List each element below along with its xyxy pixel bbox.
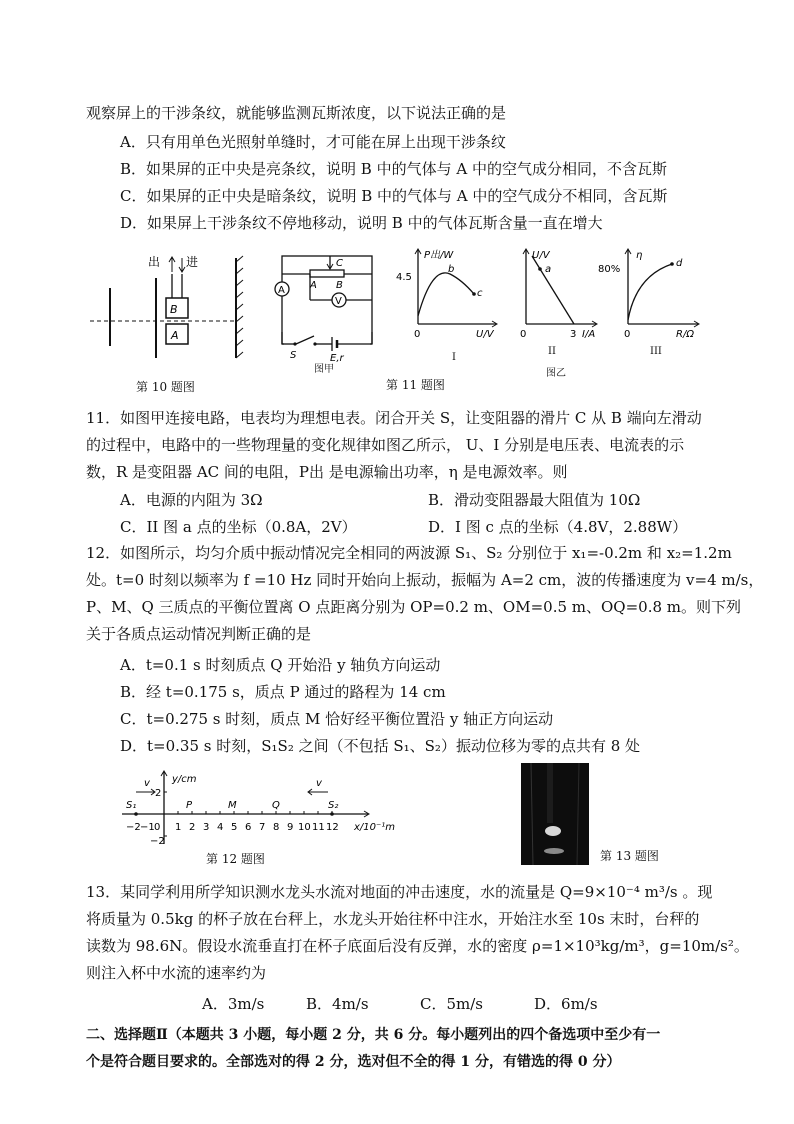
- q10-label-out: 出: [148, 255, 161, 269]
- q11-switch: S: [290, 350, 297, 361]
- q12-v-right: v: [316, 778, 322, 789]
- q10-option-b: B．如果屏的正中央是亮条纹，说明 B 中的气体与 A 中的空气成分相同，不含瓦斯: [120, 160, 667, 178]
- q11-label-b: B: [336, 280, 343, 291]
- q11-stem-2: 的过程中，电路中的一些物理量的变化规律如图乙所示， U、I 分别是电压表、电流表的示: [86, 436, 685, 454]
- q10-stem-end: 观察屏上的干涉条纹，就能够监测瓦斯浓度，以下说法正确的是: [86, 104, 507, 122]
- q10-option-d: D．如果屏上干涉条纹不停地移动，说明 B 中的气体瓦斯含量一直在增大: [120, 214, 603, 232]
- q12-tick-label: 2: [189, 822, 196, 833]
- q12-option-a: A．t=0.1 s 时刻质点 Q 开始沿 y 轴负方向运动: [120, 656, 441, 674]
- q12-s2: S₂: [328, 800, 339, 811]
- section2-line-2: 个是符合题目要求的。全部选对的得 2 分，选对但不全的得 1 分，有错选的得 0 分）: [86, 1054, 621, 1070]
- q12-tick-neg: 0: [154, 822, 161, 833]
- q12-m: M: [228, 800, 237, 811]
- q11-g3-ylabel: η: [636, 250, 643, 261]
- q11-option-d: D．I 图 c 点的坐标（4.8V，2.88W）: [428, 518, 688, 536]
- q12-q: Q: [272, 800, 280, 811]
- q11-g1-point-b: b: [448, 264, 455, 275]
- q13-option-b: B．4m/s: [306, 995, 369, 1013]
- q13-option-d: D．6m/s: [534, 995, 598, 1013]
- q13-fig-caption: 第 13 题图: [600, 849, 659, 863]
- q12-tick-label: 6: [245, 822, 252, 833]
- q12-tick-label: 11: [312, 822, 325, 833]
- q13-stem-4: 则注入杯中水流的速率约为: [86, 964, 267, 982]
- q11-circuit: [270, 244, 380, 364]
- q10-label-b: B: [170, 303, 178, 316]
- q12-tick-label: 9: [287, 822, 294, 833]
- q13-photo: [521, 763, 589, 865]
- q10-label-in: 进: [186, 255, 199, 269]
- q10-figure: [86, 248, 256, 368]
- q11-g2-roman: II: [548, 346, 556, 357]
- q11-g1-xlabel: U/V: [476, 329, 494, 340]
- q11-option-b: B．滑动变阻器最大阻值为 10Ω: [428, 491, 641, 509]
- q11-g3-roman: III: [650, 346, 662, 357]
- q12-ylabel: y/cm: [172, 774, 197, 785]
- q10-fig-caption: 第 10 题图: [136, 380, 195, 394]
- q12-tick-label: 12: [326, 822, 339, 833]
- q11-source: E,r: [330, 353, 344, 364]
- q12-tick-label: 1: [175, 822, 182, 833]
- section2-line-1: 二、选择题Ⅱ（本题共 3 小题，每小题 2 分，共 6 分。每小题列出的四个备选项中至少有一: [86, 1027, 661, 1043]
- q13-stem-2: 将质量为 0.5kg 的杯子放在台秤上，水龙头开始往杯中注水，开始注水至 10s 末时，台秤的: [86, 910, 700, 928]
- q11-label-c: C: [336, 258, 343, 269]
- q12-stem-4: 关于各质点运动情况判断正确的是: [86, 625, 312, 643]
- q11-graph-2: [512, 244, 602, 344]
- q11-jia-caption: 图甲: [314, 364, 334, 375]
- q12-option-b: B．经 t=0.175 s，质点 P 通过的路程为 14 cm: [120, 683, 446, 701]
- q13-option-c: C．5m/s: [420, 995, 483, 1013]
- q11-g3-ytick: 80%: [598, 264, 621, 275]
- q12-tick-neg: −2: [126, 822, 141, 833]
- q11-g1-origin: 0: [414, 329, 421, 340]
- q11-ammeter: A: [278, 285, 285, 296]
- q10-option-c: C．如果屏的正中央是暗条纹，说明 B 中的气体与 A 中的空气成分不相同，含瓦斯: [120, 187, 668, 205]
- q12-v-left: v: [144, 778, 150, 789]
- q12-y-top: 2: [155, 788, 162, 799]
- q11-stem-3: 数，R 是变阻器 AC 间的电阻，P出 是电源输出功率，η 是电源效率。则: [86, 463, 568, 481]
- q11-g2-point-a: a: [545, 264, 552, 275]
- q10-label-a: A: [171, 329, 179, 342]
- q11-yi-caption: 图乙: [546, 368, 566, 379]
- q12-figure: [108, 768, 408, 848]
- q12-tick-label: 10: [298, 822, 311, 833]
- q11-g2-xlabel: I/A: [582, 329, 596, 340]
- q11-fig-caption: 第 11 题图: [386, 378, 445, 392]
- q12-option-d: D．t=0.35 s 时刻，S₁S₂ 之间（不包括 S₁、S₂）振动位移为零的点共有 8 处: [120, 737, 641, 755]
- q13-stem-3: 读数为 98.6N。假设水流垂直打在杯子底面后没有反弹，水的密度 ρ=1×10³kg/m³，g=10m/s²。: [86, 937, 749, 955]
- q12-s1: S₁: [126, 800, 137, 811]
- q12-stem-2: 处。t=0 时刻以频率为 f =10 Hz 同时开始向上振动，振幅为 A=2 cm，波的传播速度为 v=4 m/s，: [86, 571, 764, 589]
- q12-tick-label: 8: [273, 822, 280, 833]
- q11-g3-xlabel: R/Ω: [676, 329, 694, 340]
- q11-g1-ytick: 4.5: [396, 272, 412, 283]
- q11-voltmeter: V: [335, 296, 342, 307]
- q10-option-a: A．只有用单色光照射单缝时，才可能在屏上出现干涉条纹: [120, 133, 506, 151]
- q12-tick-label: 4: [217, 822, 224, 833]
- q11-label-a: A: [310, 280, 317, 291]
- q11-g1-ylabel: P出/W: [424, 250, 454, 261]
- q11-g2-xtick: 3: [570, 329, 577, 340]
- q12-y-bottom: −2: [150, 836, 165, 847]
- q13-stem-1: 13．某同学利用所学知识测水龙头水流对地面的冲击速度，水的流量是 Q=9×10⁻⁴ m³/s 。现: [86, 883, 713, 901]
- q12-fig-caption: 第 12 题图: [206, 852, 265, 866]
- q11-g3-origin: 0: [624, 329, 631, 340]
- q12-p: P: [186, 800, 193, 811]
- q12-stem-1: 12．如图所示，均匀介质中振动情况完全相同的两波源 S₁、S₂ 分别位于 x₁=-0.2m 和 x₂=1.2m: [86, 544, 732, 562]
- q11-graph-3: [594, 244, 704, 344]
- q11-graph-1: [392, 244, 502, 344]
- q12-tick-label: 5: [231, 822, 238, 833]
- q13-option-a: A．3m/s: [202, 995, 265, 1013]
- q11-g3-point-d: d: [676, 258, 683, 269]
- q11-g2-ylabel: U/V: [532, 250, 550, 261]
- q11-g1-point-c: c: [477, 288, 483, 299]
- q12-stem-3: P、M、Q 三质点的平衡位置离 O 点距离分别为 OP=0.2 m、OM=0.5 m、OQ=0.8 m。则下列: [86, 598, 742, 616]
- q11-g1-roman: I: [452, 352, 456, 363]
- q12-option-c: C．t=0.275 s 时刻，质点 M 恰好经平衡位置沿 y 轴正方向运动: [120, 710, 554, 728]
- q12-tick-neg: −1: [140, 822, 155, 833]
- q11-option-a: A．电源的内阻为 3Ω: [120, 491, 263, 509]
- q12-tick-label: 7: [259, 822, 266, 833]
- q12-tick-label: 3: [203, 822, 210, 833]
- q11-option-c: C．II 图 a 点的坐标（0.8A，2V）: [120, 518, 357, 536]
- q12-xlabel: x/10⁻¹m: [354, 822, 396, 833]
- q11-g2-origin: 0: [520, 329, 527, 340]
- q11-stem-1: 11．如图甲连接电路，电表均为理想电表。闭合开关 S，让变阻器的滑片 C 从 B 端向左滑动: [86, 409, 702, 427]
